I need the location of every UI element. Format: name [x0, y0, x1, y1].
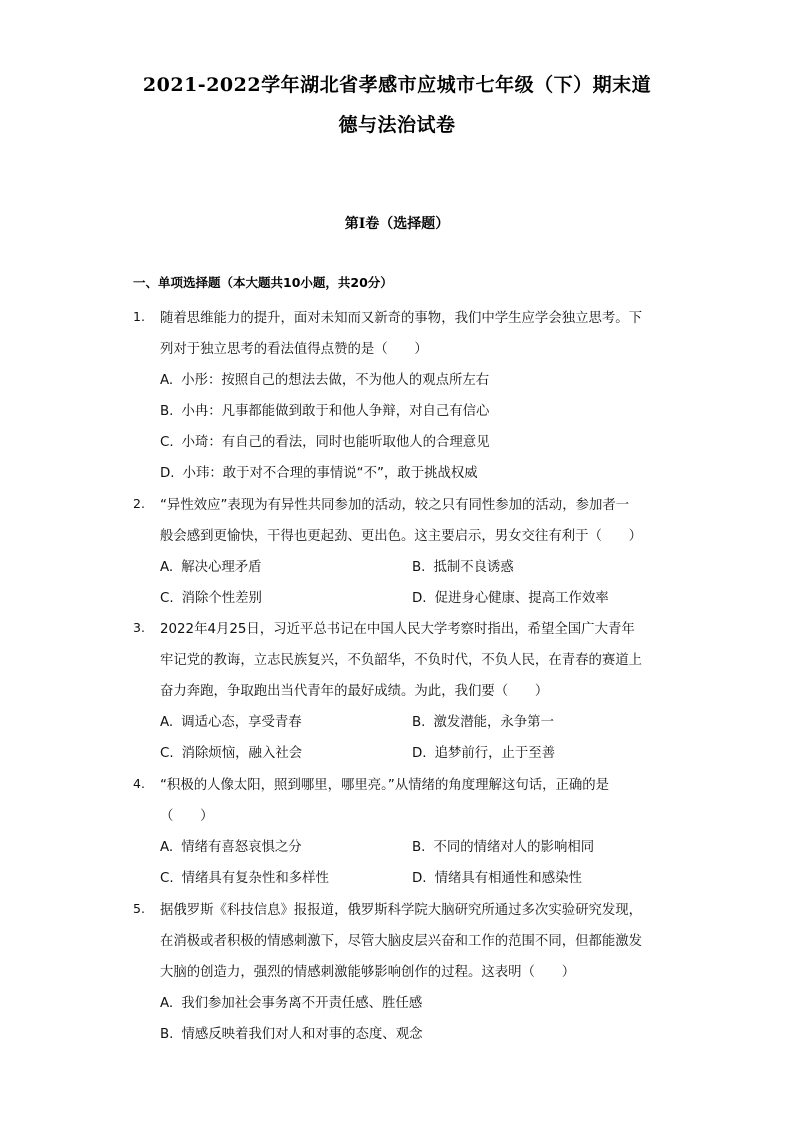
option-letter: A. [160, 373, 174, 388]
question-number-4: 4. [133, 776, 145, 791]
option-text: 解决心理矛盾 [181, 560, 262, 575]
option-letter: C. [160, 871, 174, 886]
option-text: 情绪具有相通性和感染性 [434, 871, 582, 886]
option-letter: A. [160, 715, 174, 730]
question-1-option-d [160, 462, 478, 481]
option-letter: D. [160, 466, 175, 481]
option-letter: C. [160, 746, 174, 761]
option-text: 小冉：凡事都能做到敢于和他人争辩，对自己有信心 [181, 404, 490, 419]
question-3-stem-line-2: 牢记党的教诲，立志民族复兴，不负韶华，不负时代，不负人民，在青春的赛道上 [160, 653, 643, 668]
question-1-option-b [160, 400, 489, 419]
question-number-3: 3. [133, 620, 145, 635]
question-2-stem-line-1: “异性效应”表现为有异性共同参加的活动，较之只有同性参加的活动，参加者一 [160, 498, 630, 513]
question-4-stem-line-2: （ ） [160, 809, 214, 824]
option-text: 情感反映着我们对人和对事的态度、观念 [181, 1027, 423, 1042]
question-5-stem-line-3: 大脑的创造力，强烈的情感刺激能够影响创作的过程。这表明（ ） [160, 965, 576, 980]
question-number-1: 1. [133, 309, 145, 324]
part-heading: 一、单项选择题（本大题共10小题，共20分） [133, 275, 393, 290]
question-4-option-c [160, 867, 329, 886]
question-2-option-a [160, 556, 262, 575]
option-letter: B. [412, 840, 426, 855]
document-title-line-1: 2021-2022学年湖北省孝感市应城市七年级（下）期末道 [142, 74, 652, 96]
option-letter: D. [412, 591, 427, 606]
question-3-option-d [412, 742, 555, 761]
option-letter: B. [160, 1027, 174, 1042]
option-text: 情绪具有复杂性和多样性 [181, 871, 329, 886]
question-5-stem-line-2: 在消极或者积极的情感刺激下，尽管大脑皮层兴奋和工作的范围不同，但都能激发 [160, 934, 643, 949]
question-3-stem-line-1: 2022年4月25日，习近平总书记在中国人民大学考察时指出，希望全国广大青年 [160, 622, 635, 637]
question-3-option-b [412, 711, 554, 730]
question-4-option-d [412, 867, 582, 886]
question-1-option-a [160, 369, 489, 388]
option-text: 消除烦恼，融入社会 [181, 746, 303, 761]
question-3-option-c [160, 742, 302, 761]
option-text: 情绪有喜怒哀惧之分 [181, 840, 302, 855]
question-5-option-b [160, 1023, 422, 1042]
option-letter: A. [160, 996, 174, 1011]
question-number-5: 5. [133, 901, 145, 916]
option-letter: A. [160, 560, 174, 575]
option-text: 促进身心健康、提高工作效率 [434, 591, 609, 606]
option-text: 激发潜能，永争第一 [433, 715, 554, 730]
option-letter: C. [160, 435, 174, 450]
question-1-stem-line-1: 随着思维能力的提升，面对未知而又新奇的事物，我们中学生应学会独立思考。下 [160, 311, 643, 326]
option-text: 调适心态，享受青春 [181, 715, 302, 730]
question-3-stem-line-3: 奋力奔跑，争取跑出当代青年的最好成绩。为此，我们要（ ） [160, 684, 549, 699]
option-letter: C. [160, 591, 174, 606]
option-letter: B. [412, 560, 426, 575]
question-1-option-c [160, 431, 490, 450]
question-2-option-d [412, 587, 609, 606]
option-letter: B. [412, 715, 426, 730]
option-letter: D. [412, 871, 427, 886]
question-4-stem-line-1: “积极的人像太阳，照到哪里，哪里亮。”从情绪的角度理解这句话，正确的是 [160, 778, 610, 793]
question-5-option-a [160, 992, 422, 1011]
option-text: 小彤：按照自己的想法去做，不为他人的观点所左右 [181, 373, 490, 388]
option-text: 消除个性差别 [181, 591, 262, 606]
question-4-option-a [160, 836, 302, 855]
question-2-option-b [412, 556, 514, 575]
option-text: 追梦前行，止于至善 [434, 746, 556, 761]
question-3-option-a [160, 711, 302, 730]
option-letter: D. [412, 746, 427, 761]
document-title-line-2: 德与法治试卷 [338, 114, 456, 136]
option-text: 小琦：有自己的看法，同时也能听取他人的合理意见 [181, 435, 490, 450]
question-2-stem-line-2: 般会感到更愉快，干得也更起劲、更出色。这主要启示，男女交往有利于（ ） [160, 529, 643, 544]
question-1-stem-line-2: 列对于独立思考的看法值得点赞的是（ ） [160, 342, 428, 357]
question-2-option-c [160, 587, 262, 606]
option-letter: B. [160, 404, 174, 419]
section-title: 第I卷（选择题） [344, 216, 450, 232]
option-text: 我们参加社会事务离不开责任感、胜任感 [181, 996, 423, 1011]
question-number-2: 2. [133, 496, 145, 511]
option-text: 不同的情绪对人的影响相同 [433, 840, 595, 855]
option-letter: A. [160, 840, 174, 855]
question-4-option-b [412, 836, 594, 855]
option-text: 小玮：敢于对不合理的事情说“不”，敢于挑战权威 [182, 466, 478, 481]
question-5-stem-line-1: 据俄罗斯《科技信息》报报道，俄罗斯科学院大脑研究所通过多次实验研究发现， [160, 903, 643, 918]
option-text: 抵制不良诱惑 [433, 560, 514, 575]
